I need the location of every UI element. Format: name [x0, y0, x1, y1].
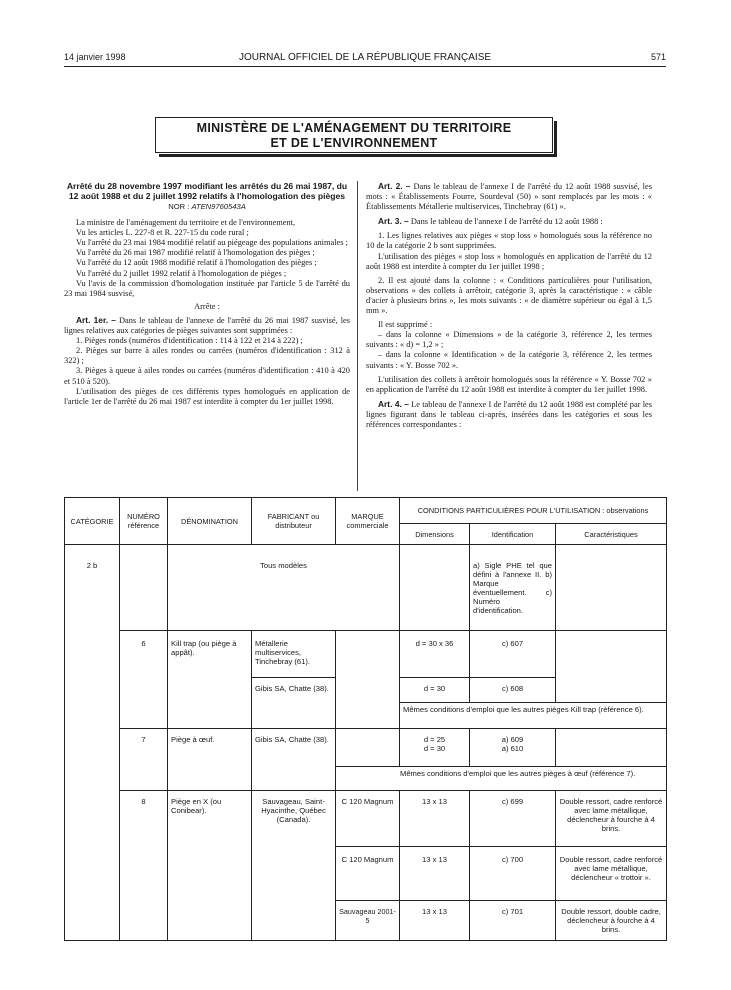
- art3-label: Art. 3. –: [378, 216, 409, 227]
- cell-denomination-8: Piège en X (ou Conibear).: [168, 791, 252, 847]
- nor-label: NOR :: [168, 202, 190, 211]
- art1-item-3: 3. Pièges à queue à ailes rondes ou carrées (numéros d'identification : 410 à 420 et 510 à 520).: [64, 366, 350, 386]
- cell-numero-6: 6: [120, 631, 168, 678]
- art3-p1: 1. Les lignes relatives aux pièges « stop loss » homologués sous la référence no 10 de la catégorie 2 b sont supprimées.: [366, 231, 652, 251]
- cell-note-6: Mêmes conditions d'emploi que les autres pièges Kill trap (référence 6).: [400, 703, 667, 729]
- preamble-4: Vu l'arrêté du 12 août 1988 modifié relatif à l'homologation des pièges ;: [76, 258, 317, 268]
- art3-p3a: – dans la colonne « Dimensions » de la catégorie 3, référence 2, les termes suivants : « d) = 1,2 » ;: [366, 330, 652, 350]
- decree-title: Arrêté du 28 novembre 1997 modifiant les arrêtés du 26 mai 1987, du 12 août 1988 et du 2 juillet 1992 relatifs à l'homologation des pièges: [66, 181, 348, 201]
- homologation-table: [64, 497, 667, 941]
- table-row-7: [65, 729, 667, 767]
- preamble-3: Vu l'arrêté du 26 mai 1987 modifié relatif à l'homologation des pièges ;: [76, 248, 315, 258]
- cell-dim-6a: d = 30 x 36: [400, 631, 470, 678]
- cell-carac-8c: Double ressort, double cadre, déclencheur à fourche à 4 brins.: [556, 901, 667, 941]
- cell-denomination-6: Kill trap (ou piège à appât).: [168, 631, 252, 678]
- cell-fabricant-6b: Gibis SA, Chatte (38).: [252, 678, 336, 729]
- header-fabricant: FABRICANT ou distributeur: [252, 498, 336, 545]
- cell-id-7: [470, 729, 556, 767]
- cell-dim-8c: 13 x 13: [400, 901, 470, 941]
- page-header: [64, 52, 666, 66]
- table-row-8b: [65, 847, 667, 901]
- table-row-6b: [65, 678, 667, 703]
- art1-item-2: 2. Pièges sur barre à ailes rondes ou carrées (numéros d'identification : 312 à 322) ;: [64, 346, 350, 366]
- header-identification: Identification: [470, 524, 556, 545]
- cell-carac-8a: Double ressort, cadre renforcé avec lame métallique, déclencheur à fourche à 4 brins.: [556, 791, 667, 847]
- ministry-line-1: MINISTÈRE DE L'AMÉNAGEMENT DU TERRITOIRE: [196, 121, 512, 135]
- art4-label: Art. 4. –: [378, 398, 409, 409]
- ministry-line-2: ET DE L'ENVIRONNEMENT: [270, 136, 438, 150]
- table-row-8a: [65, 791, 667, 847]
- cell-id-8a: c) 699: [470, 791, 556, 847]
- cell-fabricant-6a: Métallerie multiservices, Tinchebray (61).: [252, 631, 336, 678]
- cell-numero-7: 7: [120, 729, 168, 767]
- art3-p2: 2. Il est ajouté dans la colonne : « Conditions particulières pour l'utilisation, observations » des collets à arrêtoir, catégorie 3, après la caractéristique : « câble d'acier à plusieurs brins », les mots suivants : « de diamètre supérieur ou égal à 1,5 mm ».: [366, 275, 652, 316]
- column-divider: [357, 181, 358, 491]
- table-row-6-note: [65, 703, 667, 729]
- journal-title: JOURNAL OFFICIEL DE LA RÉPUBLIQUE FRANÇAISE: [238, 52, 492, 63]
- cell-id-8b: c) 700: [470, 847, 556, 901]
- cell-id-7a: a) 609: [501, 735, 524, 744]
- cell-marque-8c: Sauvageau 2001-5: [336, 901, 400, 941]
- cell-dim-8a: 13 x 13: [400, 791, 470, 847]
- cell-dim-6b: d = 30: [400, 678, 470, 703]
- art3-p3: Il est supprimé :: [378, 320, 433, 330]
- cell-denomination-7: Piège à œuf.: [168, 729, 252, 767]
- cell-identification-2b: a) Sigle PHE tel que défini à l'annexe II. b) Marque éventuellement. c) Numéro d'identification.: [470, 545, 556, 631]
- art2-label: Art. 2. –: [378, 181, 411, 191]
- table-row-8c: [65, 901, 667, 941]
- art3-text: Dans le tableau de l'annexe I de l'arrêté du 12 août 1988 :: [410, 217, 603, 227]
- page-date: 14 janvier 1998: [64, 52, 126, 62]
- header-rule: [64, 66, 666, 67]
- cell-tous-modeles: Tous modèles: [168, 545, 400, 631]
- art1-closing: L'utilisation des pièges de ces différents types homologués en application de l'article 1er de l'arrêté du 26 mai 1987 est interdite à compter du 1er juillet 1998.: [64, 386, 350, 406]
- cell-dim-8b: 13 x 13: [400, 847, 470, 901]
- nor-reference: [64, 202, 350, 212]
- cell-marque-8a: C 120 Magnum: [336, 791, 400, 847]
- header-categorie: CATÉGORIE: [65, 498, 120, 545]
- cell-dim-7: [400, 729, 470, 767]
- table-row-7-note: [65, 767, 667, 791]
- ministry-box: [155, 117, 553, 153]
- header-caracteristiques: Caractéristiques: [556, 524, 667, 545]
- art3-p4: L'utilisation des collets à arrêtoir homologués sous la référence « Y. Bosse 702 » en application de l'arrêté du 12 août 1988 est interdite à compter du 1er juillet 1998.: [366, 374, 652, 394]
- header-dimensions: Dimensions: [400, 524, 470, 545]
- left-column: [64, 181, 350, 407]
- art1-label: Art. 1er. –: [76, 314, 116, 325]
- nor-value: ATEN9760543A: [191, 202, 246, 211]
- header-denomination: DÉNOMINATION: [168, 498, 252, 545]
- art3-p1b: L'utilisation des pièges « stop loss » homologués en application de l'arrêté du 12 août 1988 est interdite à compter du 1er juillet 1998 ;: [366, 251, 652, 271]
- preamble-1: Vu les articles L. 227-8 et R. 227-15 du code rural ;: [76, 228, 249, 238]
- article-3: [366, 216, 652, 227]
- table-row-2b: [65, 545, 667, 631]
- art2-text: Dans le tableau de l'annexe I de l'arrêté du 12 août 1988 susvisé, les mots : « Établissements Fourre, Sourdeval (50) » sont remplacés par les mots : « Établissements Métallerie multiservices, Tinchebray (61) ».: [366, 182, 652, 212]
- header-conditions: CONDITIONS PARTICULIÈRES POUR L'UTILISATION : observations: [400, 498, 667, 524]
- cell-marque-8b: C 120 Magnum: [336, 847, 400, 901]
- cell-id-6a: c) 607: [470, 631, 556, 678]
- cell-id-8c: c) 701: [470, 901, 556, 941]
- art1-item-1: 1. Pièges ronds (numéros d'identification : 114 à 122 et 214 à 222) ;: [76, 336, 303, 346]
- art4-text: Le tableau de l'annexe I de l'arrêté du 12 août 1988 est complété par les lignes figurant dans le tableau ci-après, insérées dans les catégories et sous les références correspondantes :: [366, 399, 653, 429]
- preamble-2: Vu l'arrêté du 23 mai 1984 modifié relatif au piégeage des populations animales ;: [76, 238, 348, 248]
- art1-text: Dans le tableau de l'annexe de l'arrêté du 26 mai 1987 susvisé, les lignes relatives aux catégories de pièges suivantes sont supprimées :: [64, 315, 351, 336]
- cell-dim-7a: d = 25: [423, 735, 446, 744]
- cell-id-6b: c) 608: [470, 678, 556, 703]
- cell-carac-8b: Double ressort, cadre renforcé avec lame métallique, déclencheur « trottoir ».: [556, 847, 667, 901]
- article-4: [366, 399, 652, 430]
- header-numero: NUMÉRO référence: [120, 498, 168, 545]
- preamble-6: Vu l'avis de la commission d'homologation instituée par l'article 5 de l'arrêté du 23 mai 1984 susvisé,: [64, 278, 350, 298]
- art3-p3b: – dans la colonne « Identification » de la catégorie 3, référence 2, les termes suivants : « Y. Bosse 702 ».: [366, 350, 652, 370]
- table-row-6a: [65, 631, 667, 678]
- cell-numero-8: 8: [120, 791, 168, 847]
- right-column: [366, 181, 652, 430]
- preamble-5: Vu l'arrêté du 2 juillet 1992 relatif à l'homologation de pièges ;: [76, 268, 287, 278]
- page-number: 571: [650, 52, 666, 62]
- table-header-row-1: [65, 498, 667, 524]
- cell-note-7: Mêmes conditions d'emploi que les autres pièges à œuf (référence 7).: [336, 767, 667, 791]
- cell-categorie-2b: 2 b: [65, 545, 120, 631]
- preamble-0: La ministre de l'aménagement du territoire et de l'environnement,: [76, 218, 296, 228]
- cell-id-7b: a) 610: [501, 744, 524, 753]
- arrete-word: Arrête :: [194, 301, 220, 311]
- article-1: [64, 315, 350, 336]
- header-marque: MARQUE commerciale: [336, 498, 400, 545]
- cell-fabricant-8: Sauvageau, Saint-Hyacinthe, Québec (Canada).: [252, 791, 336, 847]
- article-2: [366, 181, 652, 212]
- cell-dim-7b: d = 30: [423, 744, 446, 753]
- cell-fabricant-7: Gibis SA, Chatte (38).: [252, 729, 336, 767]
